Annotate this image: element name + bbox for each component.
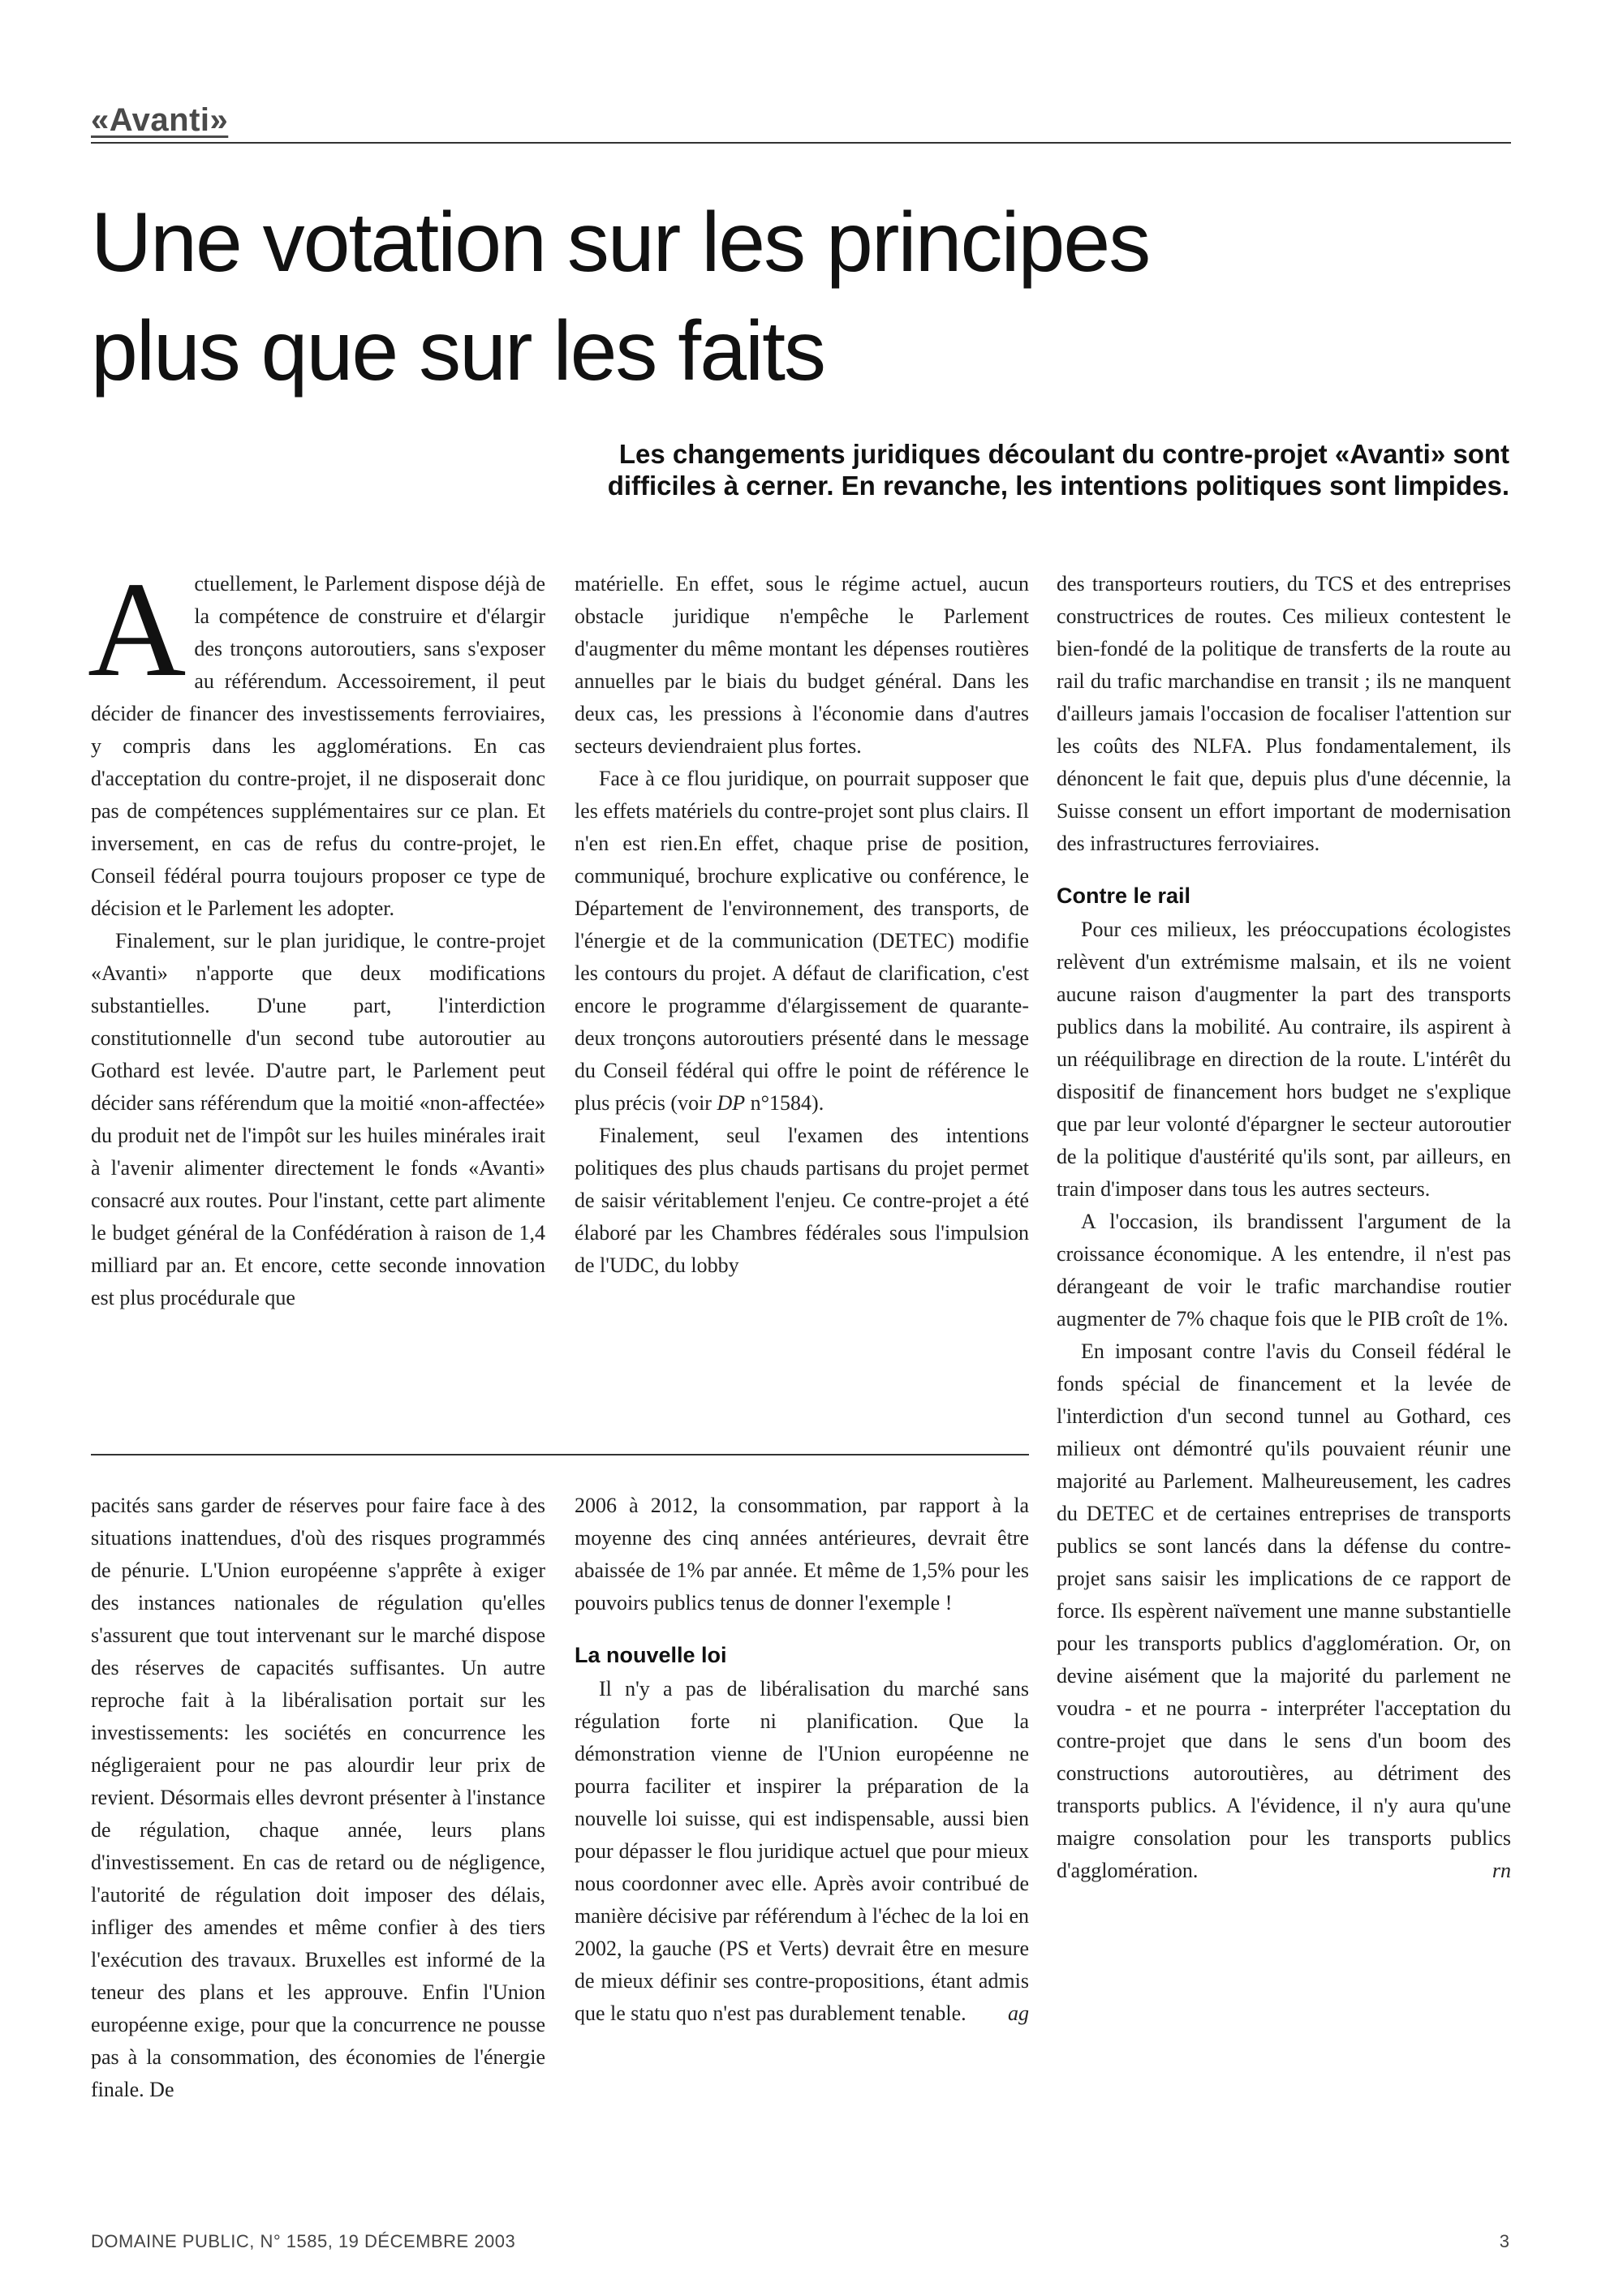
subheading: Contre le rail (1057, 884, 1191, 908)
paragraph-text: n°1584). (745, 1091, 824, 1115)
article-paragraph: Finalement, seul l'examen des intentions politiques des plus chauds partisans du projet permet de saisir véritablement l'enjeu. Ce contre-projet a été élaboré par les Chambres fédérales sous l'impulsion de l'UDC, du lobby (575, 1124, 1029, 1277)
drop-cap: A (88, 554, 187, 705)
paragraph-text: Il n'y a pas de libéralisation du marché sans régulation forte ni planification. Que la démonstration vienne de l'Union européenne ne pourra faciliter et inspirer la préparation de la nouvelle loi suisse, qui est indispensable, aussi bien pour dépasser le flou juridique actuel que pour mieux nous coordonner avec elle. Après avoir contribué de manière décisive par référendum à l'échec de la loi en 2002, la gauche (PS et Verts) devrait être en mesure de mieux définir ses contre-propositions, étant admis que le statu quo n'est pas durablement tenable. (575, 1677, 1029, 2025)
article-paragraph (88, 554, 545, 925)
article-paragraph: des transporteurs routiers, du TCS et des entreprises constructrices de routes. Ces milieux contestent le bien-fondé de la politique de transferts de la route au rail du trafic marchandise en transit ; ils ne manquent d'ailleurs jamais l'occasion de focaliser l'attention sur les coûts des NLFA. Plus fondamentalement, ils dénoncent le fait que, depuis plus d'une décennie, la Suisse consent un effort important de modernisation des infrastructures ferroviaires. (1057, 572, 1511, 855)
author-initials: rn (1492, 1859, 1511, 1882)
article-paragraph: matérielle. En effet, sous le régime actuel, aucun obstacle juridique n'empêche le Parlement d'augmenter du même montant les dépenses routières annuelles par le biais du budget général. Dans les deux cas, les pressions à l'économie dans d'autres secteurs deviendraient plus fortes. (575, 572, 1029, 758)
subheading: La nouvelle loi (575, 1643, 727, 1667)
article-paragraph (575, 763, 1029, 1120)
publication-abbreviation: DP (717, 1091, 746, 1115)
section-divider (91, 1454, 1029, 1455)
continuation-column-2 (575, 1490, 1029, 2030)
article-paragraph (575, 1673, 1029, 2030)
article-paragraph: pacités sans garder de réserves pour faire face à des situations inattendues, d'où des risques programmés de pénurie. L'Union européenne s'apprête à exiger des instances nationales de régulation qu'elles s'assurent que tout intervenant sur le marché dispose des réserves de capacités suffisantes. Un autre reproche fait à la libéralisation portait sur les investissements: les sociétés en concurrence les négligeraient pour ne pas alourdir leur prix de revient. Désormais elles devront présenter à l'instance de régulation, chaque année, leurs plans d'investissement. En cas de retard ou de négligence, l'autorité de régulation doit imposer des délais, infliger des amendes et même confier à des tiers l'exécution des travaux. Bruxelles est informé de la teneur des plans et les approuve. Enfin l'Union européenne exige, pour que la concurrence ne pousse pas à la consommation, des économies de l'énergie finale. De (91, 1494, 545, 2101)
headline (91, 188, 1519, 406)
headline-line-2: plus que sur les faits (91, 304, 825, 398)
article-column-3 (1057, 568, 1511, 1887)
author-initials: ag (1008, 2001, 1029, 2025)
article-paragraph: Finalement, sur le plan juridique, le contre-projet «Avanti» n'apporte que deux modifications substantielles. D'une part, l'interdiction constitutionnelle d'un second tube autoroutier au Gothard est levée. D'autre part, le Parlement peut décider sans référendum que la moitié «non-affectée» du produit net de l'impôt sur les huiles minérales irait à l'avenir alimenter directement le fonds «Avanti» consacré aux routes. Pour l'instant, cette part alimente le budget général de la Confédération à raison de 1,4 milliard par an. Et encore, cette seconde innovation est plus procédurale que (91, 929, 545, 1309)
article-column-1 (88, 554, 545, 1314)
continuation-column-1 (91, 1490, 545, 2106)
footer-page-number: 3 (1499, 2231, 1509, 2251)
paragraph-text: Face à ce flou juridique, on pourrait supposer que les effets matériels du contre-projet sont plus clairs. Il n'en est rien.En effet, chaque prise de position, communiqué, brochure explicative ou conférence, le Département de l'environnement, des transports, de l'énergie et de la communication (DETEC) modifie les contours du projet. A défaut de clarification, c'est encore le programme d'élargissement de quarante-deux tronçons autoroutiers présenté dans le message du Conseil fédéral qui offre le point de référence le plus précis (voir (575, 767, 1029, 1115)
standfirst-line-2: difficiles à cerner. En revanche, les intentions politiques sont limpides. (607, 471, 1509, 501)
article-paragraph (1057, 1335, 1511, 1887)
headline-line-1: Une votation sur les principes (91, 196, 1150, 290)
footer-publication-info: DOMAINE PUBLIC, N° 1585, 19 DÉCEMBRE 2003 (91, 2231, 516, 2251)
paragraph-text: En imposant contre l'avis du Conseil fédéral le fonds spécial de financement et la levée de l'interdiction d'un second tunnel au Gothard, ces milieux ont démontré qu'ils pouvaient réunir une majorité au Parlement. Malheureusement, les cadres du DETEC et de certaines entreprises de transports publics se sont lancés dans la défense du contre-projet sans saisir les implications de ce rapport de force. Ils espèrent naïvement une manne substantielle pour les transports publics d'agglomération. Or, on devine aisément que la majorité du parlement ne voudra - et ne pourra - interpréter l'acceptation du contre-projet que dans le sens d'un boom des constructions autoroutières, au détriment des transports publics. A l'évidence, il n'y aura qu'une maigre consolation pour les transports publics d'agglomération. (1057, 1339, 1511, 1882)
standfirst (357, 438, 1509, 501)
paragraph-text: ctuellement, le Parlement dispose déjà de la compétence de construire et d'élargir des tronçons autoroutiers, sans s'exposer au référendum. Accessoirement, il peut décider de financer des investissements ferroviaires, y compris dans les agglomérations. En cas d'acceptation du contre-projet, il ne disposerait donc pas de compétences supplémentaires sur ce plan. Et inversement, en cas de refus du contre-projet, le Conseil fédéral pourra toujours proposer ce type de décision et le Parlement les adopter. (91, 572, 545, 920)
section-label: «Avanti» (91, 102, 229, 138)
article-column-2 (575, 568, 1029, 1282)
top-rule (91, 142, 1511, 144)
article-paragraph: A l'occasion, ils brandissent l'argument de la croissance économique. A les entendre, il n'est pas dérangeant de voir le trafic marchandise routier augmenter de 7% chaque fois que le PIB croît de 1%. (1057, 1210, 1511, 1331)
article-paragraph: Pour ces milieux, les préoccupations écologistes relèvent d'un extrémisme malsain, et ils ne voient aucune raison d'augmenter la part des transports publics dans la mobilité. Au contraire, ils aspirent à un rééquilibrage en direction de la route. L'intérêt du dispositif de financement hors budget ne s'explique que par leur volonté d'épargner le secteur autoroutier de la politique d'austérité qu'ils sont, par ailleurs, en train d'imposer dans tous les autres secteurs. (1057, 918, 1511, 1201)
article-paragraph: 2006 à 2012, la consommation, par rapport à la moyenne des cinq années antérieures, devrait être abaissée de 1% par année. Et même de 1,5% pour les pouvoirs publics tenus de donner l'exemple ! (575, 1494, 1029, 1615)
standfirst-line-1: Les changements juridiques découlant du contre-projet «Avanti» sont (618, 439, 1509, 469)
